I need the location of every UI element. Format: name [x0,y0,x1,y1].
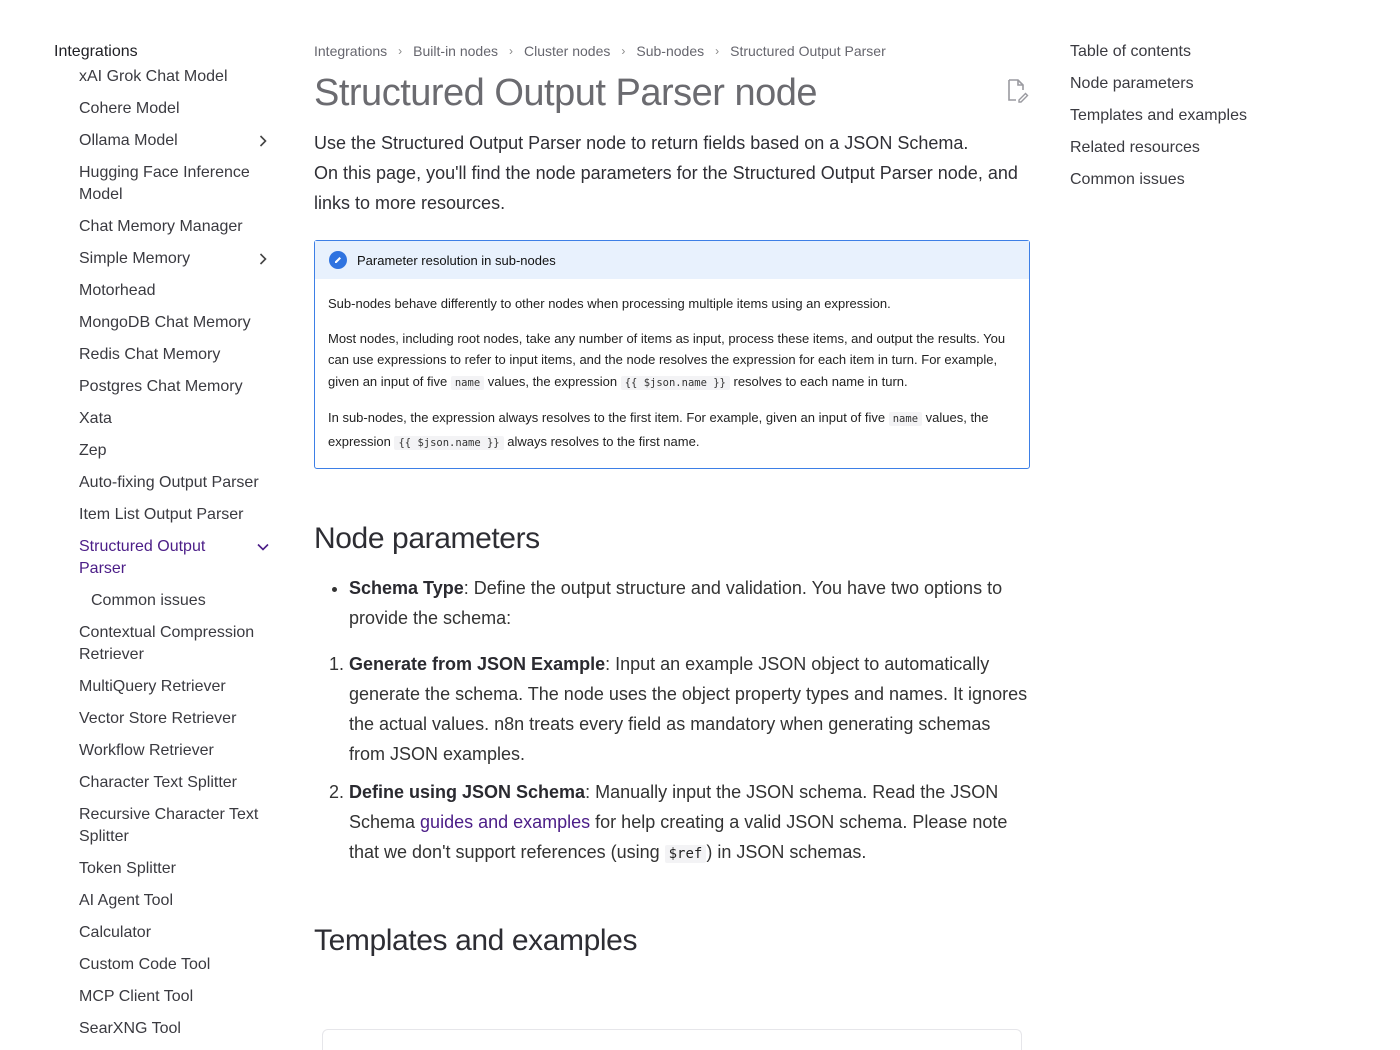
params-numbered-list [314,649,1029,869]
list-item-define-json-schema: 2. Define using JSON Schema: Manually input the JSON schema. Read the JSON Schema guides and examples for help creating a valid JSON schema. Please note that we don't support references (using $ref ) in JSON schemas. [349,777,1029,869]
intro-paragraph-2: On this page, you'll find the node parameters for the Structured Output Parser node, and links to more resources. [314,163,1018,213]
sidebar-title[interactable]: Integrations [54,43,138,60]
toc-item-common-issues[interactable]: Common issues [1070,171,1185,188]
chevron-right-icon: › [621,44,626,58]
sidebar-item-simple-memory[interactable]: Simple Memory [54,248,279,270]
sidebar-item-multiquery-retriever[interactable]: MultiQuery Retriever [79,678,226,695]
pencil-icon [329,251,347,269]
toc-title: Table of contents [1070,43,1191,60]
breadcrumb-current[interactable]: Structured Output Parser [730,43,886,59]
sidebar-item-contextual-compression[interactable]: Contextual Compression Retriever [79,624,255,663]
edit-page-icon[interactable] [1005,78,1029,104]
inline-code: name [889,412,922,426]
chevron-right-icon: › [715,44,720,58]
sidebar-item-mcp-client-tool[interactable]: MCP Client Tool [79,988,194,1005]
guides-examples-link[interactable]: guides and examples [420,812,591,832]
sidebar-nav [54,40,279,1050]
inline-code: name [451,376,484,390]
sidebar-list [54,66,279,1040]
admonition-header [315,241,1029,279]
inline-code: {{ $json.name }} [621,376,730,390]
sidebar-item-zep[interactable]: Zep [79,442,107,459]
chevron-right-icon: › [509,44,513,58]
admonition-body [315,279,1029,468]
breadcrumb-built-in-nodes[interactable]: Built-in nodes [413,43,498,59]
toc-item-related-resources[interactable]: Related resources [1070,139,1200,156]
intro-paragraph-1: Use the Structured Output Parser node to return fields based on a JSON Schema. [314,133,969,153]
sidebar-item-item-list-parser[interactable]: Item List Output Parser [79,506,244,523]
sidebar-item-redis[interactable]: Redis Chat Memory [79,346,221,363]
templates-card [322,1029,1022,1050]
main-content [314,40,1029,961]
admonition-paragraph-3: In sub-nodes, the expression always resolves to the first item. For example, given an input of five name values, the expression {{ $json.name }} always resolves to the first name. [328,410,989,449]
sidebar-item-token-splitter[interactable]: Token Splitter [79,860,176,877]
inline-code: $ref [665,845,707,863]
sidebar-item-vector-store-retriever[interactable]: Vector Store Retriever [79,710,237,727]
sidebar-item-motorhead[interactable]: Motorhead [79,282,156,299]
toc-item-templates-examples[interactable]: Templates and examples [1070,107,1247,124]
sidebar-item-character-text-splitter[interactable]: Character Text Splitter [79,774,237,791]
sidebar-item-ai-agent-tool[interactable]: AI Agent Tool [79,892,173,909]
admonition-title: Parameter resolution in sub-nodes [357,252,556,268]
sidebar-item-custom-code-tool[interactable]: Custom Code Tool [79,956,211,973]
sidebar-item-cohere[interactable]: Cohere Model [79,100,180,117]
table-of-contents [1070,40,1310,200]
admonition-paragraph-1: Sub-nodes behave differently to other nodes when processing multiple items using an expression. [328,296,891,311]
admonition-paragraph-2: Most nodes, including root nodes, take any number of items as input, process these items, and output the results. You can use expressions to refer to input items, and the node resolves the expression for each item in turn. For example, given an input of five name values, the expression {{ $json.name }} resolves to each name in turn. [328,330,1006,389]
sidebar-item-auto-fixing-parser[interactable]: Auto-fixing Output Parser [79,474,259,491]
toc-item-node-parameters[interactable]: Node parameters [1070,75,1194,92]
list-item-generate-from-json: 1. Generate from JSON Example: Input an example JSON object to automatically generate the schema. The node uses the object property types and names. It ignores the actual values. n8n treats every field as mandatory when generating schemas from JSON examples. [349,649,1029,769]
sidebar-item-searxng-tool[interactable]: SearXNG Tool [79,1020,181,1037]
sidebar-item-xata[interactable]: Xata [79,410,112,427]
sidebar-item-mongodb[interactable]: MongoDB Chat Memory [79,314,251,331]
heading-templates-examples: Templates and examples [314,924,638,957]
sidebar-item-chat-memory-manager[interactable]: Chat Memory Manager [79,218,243,235]
list-item-schema-type: • Schema Type: Define the output structure and validation. You have two options to provide the schema: [349,573,1029,633]
sidebar-item-postgres[interactable]: Postgres Chat Memory [79,378,243,395]
sidebar-item-recursive-character-splitter[interactable]: Recursive Character Text Splitter [79,806,259,845]
inline-code: {{ $json.name }} [394,436,503,450]
sidebar-item-ollama[interactable]: Ollama Model [54,130,279,152]
title-row [314,68,1029,128]
chevron-right-icon[interactable] [256,130,270,152]
page-title: Structured Output Parser node [314,72,818,114]
breadcrumb-cluster-nodes[interactable]: Cluster nodes [524,43,611,59]
sidebar-item-xai-grok[interactable]: xAI Grok Chat Model [79,68,228,85]
sidebar-item-workflow-retriever[interactable]: Workflow Retriever [79,742,214,759]
chevron-right-icon[interactable] [256,248,270,270]
sidebar-item-hugging-face[interactable]: Hugging Face Inference Model [79,164,250,203]
params-bullet-list [314,573,1029,633]
heading-node-parameters: Node parameters [314,522,540,555]
breadcrumb [314,40,1029,62]
sidebar-item-calculator[interactable]: Calculator [79,924,152,941]
breadcrumb-integrations[interactable]: Integrations [314,43,388,59]
sidebar-item-structured-output-parser[interactable]: Structured Output Parser [54,536,279,580]
admonition-note [314,240,1030,469]
sidebar-item-common-issues[interactable]: Common issues [91,592,206,609]
chevron-right-icon: › [398,44,403,58]
breadcrumb-sub-nodes[interactable]: Sub-nodes [636,43,705,59]
chevron-down-icon[interactable] [256,536,270,558]
